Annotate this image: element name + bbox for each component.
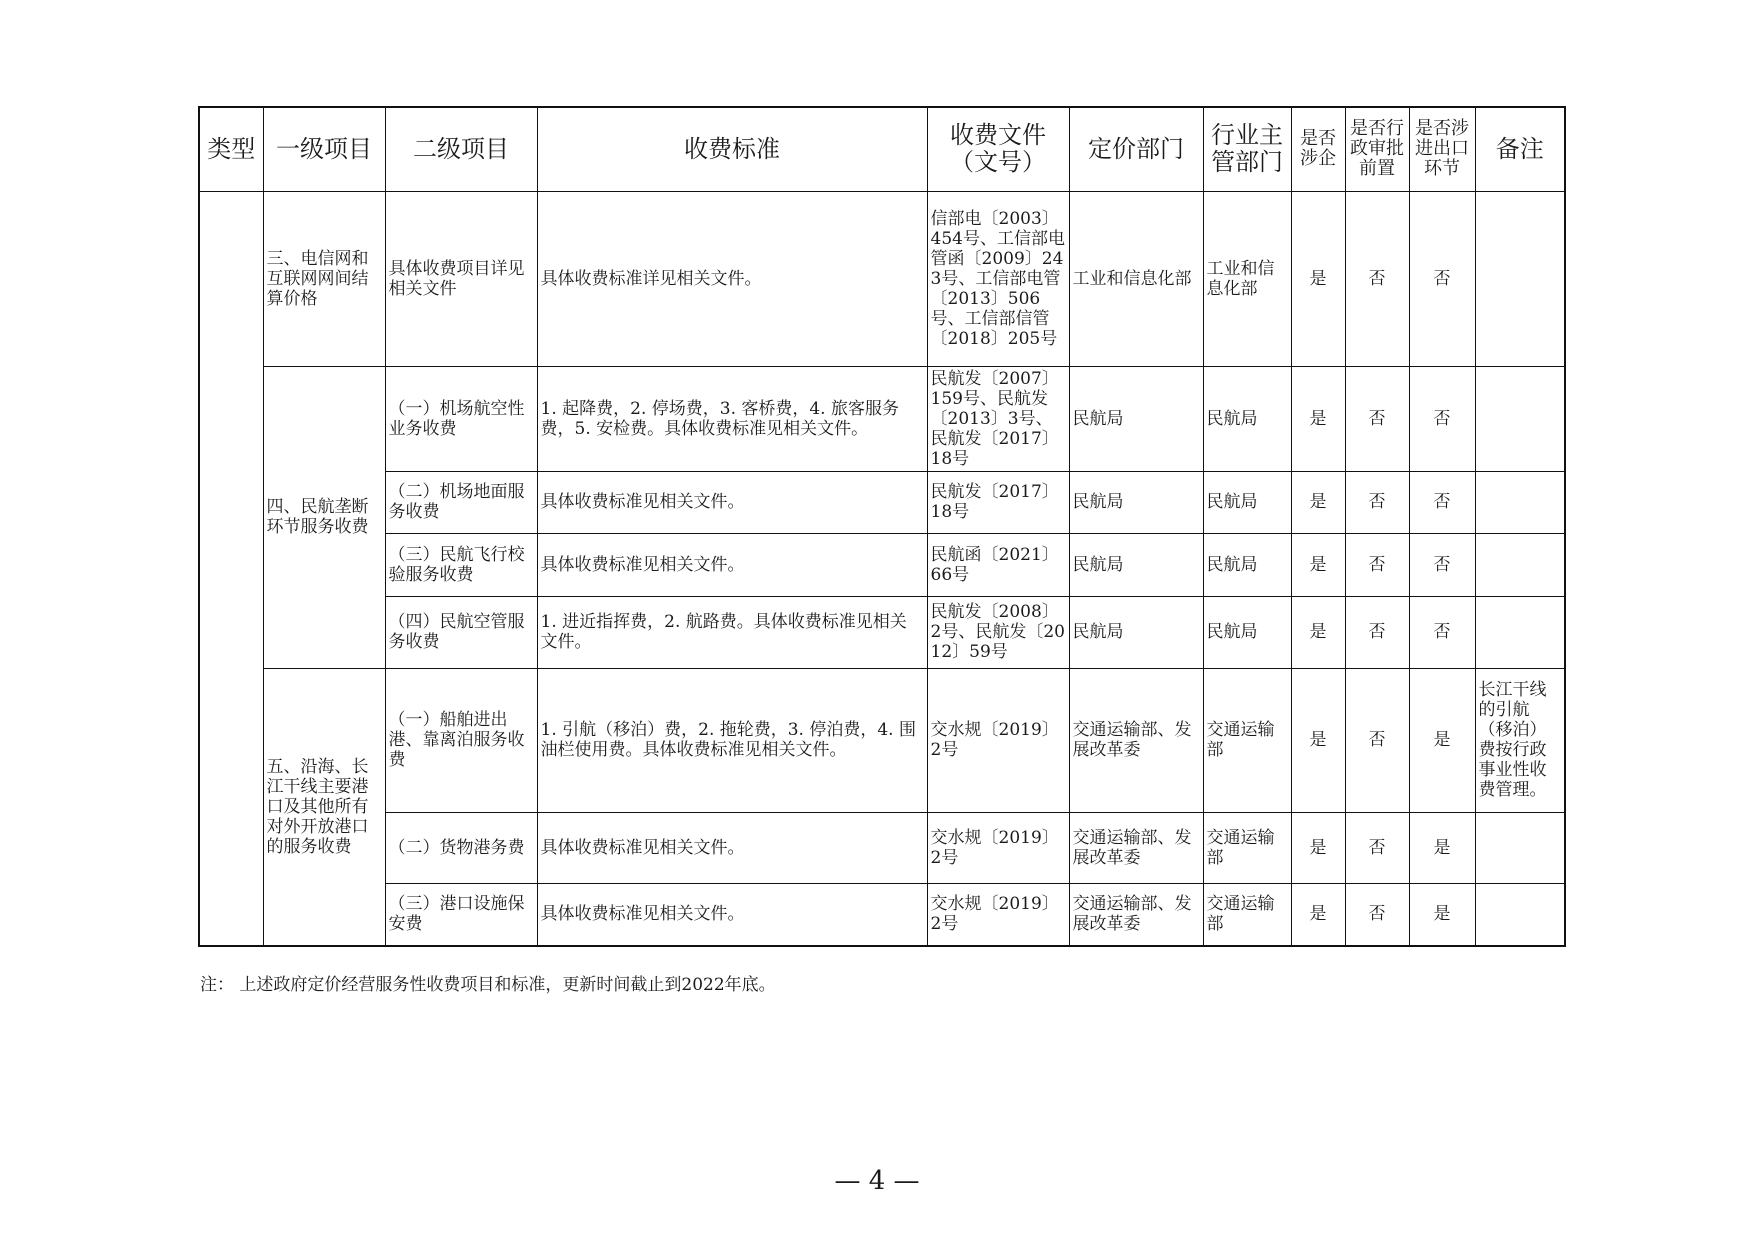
remark-cell bbox=[1475, 596, 1565, 668]
level2-cell: （二）机场地面服务收费 bbox=[385, 471, 537, 533]
enterprise-cell: 是 bbox=[1291, 812, 1345, 883]
pricing-dept-cell: 交通运输部、发展改革委 bbox=[1069, 883, 1203, 946]
industry-dept-cell: 民航局 bbox=[1203, 471, 1291, 533]
industry-dept-cell: 民航局 bbox=[1203, 366, 1291, 471]
footnote: 注： 上述政府定价经营服务性收费项目和标准，更新时间截止到2022年底。 bbox=[200, 975, 776, 995]
industry-dept-cell: 民航局 bbox=[1203, 533, 1291, 596]
table-row bbox=[199, 471, 1565, 533]
approval-cell: 否 bbox=[1345, 596, 1409, 668]
remark-cell bbox=[1475, 366, 1565, 471]
pricing-dept-cell: 交通运输部、发展改革委 bbox=[1069, 668, 1203, 812]
remark-cell: 长江干线的引航（移泊）费按行政事业性收费管理。 bbox=[1475, 668, 1565, 812]
approval-cell: 否 bbox=[1345, 812, 1409, 883]
standard-cell: 1. 进近指挥费，2. 航路费。具体收费标准见相关文件。 bbox=[537, 596, 927, 668]
header-row bbox=[199, 107, 1565, 191]
remark-cell bbox=[1475, 471, 1565, 533]
approval-cell: 否 bbox=[1345, 366, 1409, 471]
industry-dept-cell: 交通运输部 bbox=[1203, 668, 1291, 812]
pricing-dept-cell: 民航局 bbox=[1069, 471, 1203, 533]
doc-cell: 民航发〔2008〕2号、民航发〔2012〕59号 bbox=[927, 596, 1069, 668]
import-export-cell: 否 bbox=[1409, 191, 1475, 366]
standard-cell: 1. 引航（移泊）费，2. 拖轮费，3. 停泊费，4. 围油栏使用费。具体收费标准见相关文件。 bbox=[537, 668, 927, 812]
import-export-cell: 否 bbox=[1409, 366, 1475, 471]
import-export-cell: 否 bbox=[1409, 471, 1475, 533]
table-row bbox=[199, 596, 1565, 668]
level1-cell: 三、电信网和互联网网间结算价格 bbox=[263, 191, 385, 366]
header-level1: 一级项目 bbox=[263, 107, 385, 191]
level2-cell: （一）机场航空性业务收费 bbox=[385, 366, 537, 471]
doc-cell: 民航发〔2007〕159号、民航发〔2013〕3号、民航发〔2017〕18号 bbox=[927, 366, 1069, 471]
table-row bbox=[199, 366, 1565, 471]
doc-cell: 民航函〔2021〕66号 bbox=[927, 533, 1069, 596]
level1-cell: 五、沿海、长江干线主要港口及其他所有对外开放港口的服务收费 bbox=[263, 668, 385, 946]
header-pricing-dept: 定价部门 bbox=[1069, 107, 1203, 191]
header-import-export: 是否涉进出口环节 bbox=[1409, 107, 1475, 191]
approval-cell: 否 bbox=[1345, 883, 1409, 946]
import-export-cell: 否 bbox=[1409, 596, 1475, 668]
header-type: 类型 bbox=[199, 107, 263, 191]
table-row bbox=[199, 812, 1565, 883]
doc-cell: 信部电〔2003〕454号、工信部电管函〔2009〕243号、工信部电管〔2013〕506号、工信部信管〔2018〕205号 bbox=[927, 191, 1069, 366]
level1-cell: 四、民航垄断环节服务收费 bbox=[263, 366, 385, 668]
remark-cell bbox=[1475, 533, 1565, 596]
approval-cell: 否 bbox=[1345, 668, 1409, 812]
enterprise-cell: 是 bbox=[1291, 471, 1345, 533]
industry-dept-cell: 交通运输部 bbox=[1203, 812, 1291, 883]
enterprise-cell: 是 bbox=[1291, 191, 1345, 366]
standard-cell: 具体收费标准见相关文件。 bbox=[537, 533, 927, 596]
header-standard: 收费标准 bbox=[537, 107, 927, 191]
header-industry-dept: 行业主管部门 bbox=[1203, 107, 1291, 191]
fee-table bbox=[198, 106, 1566, 947]
industry-dept-cell: 民航局 bbox=[1203, 596, 1291, 668]
standard-cell: 具体收费标准详见相关文件。 bbox=[537, 191, 927, 366]
import-export-cell: 是 bbox=[1409, 883, 1475, 946]
page-number: — 4 — bbox=[834, 1166, 920, 1196]
import-export-cell: 是 bbox=[1409, 812, 1475, 883]
industry-dept-cell: 交通运输部 bbox=[1203, 883, 1291, 946]
remark-cell bbox=[1475, 191, 1565, 366]
enterprise-cell: 是 bbox=[1291, 668, 1345, 812]
import-export-cell: 否 bbox=[1409, 533, 1475, 596]
header-admin-approval: 是否行政审批前置 bbox=[1345, 107, 1409, 191]
table-row bbox=[199, 533, 1565, 596]
standard-cell: 具体收费标准见相关文件。 bbox=[537, 883, 927, 946]
level2-cell: （四）民航空管服务收费 bbox=[385, 596, 537, 668]
pricing-dept-cell: 工业和信息化部 bbox=[1069, 191, 1203, 366]
enterprise-cell: 是 bbox=[1291, 596, 1345, 668]
table-row bbox=[199, 883, 1565, 946]
pricing-dept-cell: 民航局 bbox=[1069, 533, 1203, 596]
header-involve-enterprise: 是否涉企 bbox=[1291, 107, 1345, 191]
level2-cell: 具体收费项目详见相关文件 bbox=[385, 191, 537, 366]
table-row bbox=[199, 191, 1565, 366]
remark-cell bbox=[1475, 812, 1565, 883]
header-remarks: 备注 bbox=[1475, 107, 1565, 191]
doc-cell: 交水规〔2019〕2号 bbox=[927, 668, 1069, 812]
doc-cell: 交水规〔2019〕2号 bbox=[927, 812, 1069, 883]
industry-dept-cell: 工业和信息化部 bbox=[1203, 191, 1291, 366]
enterprise-cell: 是 bbox=[1291, 883, 1345, 946]
enterprise-cell: 是 bbox=[1291, 533, 1345, 596]
standard-cell: 具体收费标准见相关文件。 bbox=[537, 471, 927, 533]
enterprise-cell: 是 bbox=[1291, 366, 1345, 471]
standard-cell: 具体收费标准见相关文件。 bbox=[537, 812, 927, 883]
pricing-dept-cell: 民航局 bbox=[1069, 596, 1203, 668]
level2-cell: （二）货物港务费 bbox=[385, 812, 537, 883]
level2-cell: （一）船舶进出港、靠离泊服务收费 bbox=[385, 668, 537, 812]
doc-cell: 交水规〔2019〕2号 bbox=[927, 883, 1069, 946]
approval-cell: 否 bbox=[1345, 471, 1409, 533]
pricing-dept-cell: 民航局 bbox=[1069, 366, 1203, 471]
import-export-cell: 是 bbox=[1409, 668, 1475, 812]
level2-cell: （三）港口设施保安费 bbox=[385, 883, 537, 946]
header-doc: 收费文件（文号） bbox=[927, 107, 1069, 191]
remark-cell bbox=[1475, 883, 1565, 946]
pricing-dept-cell: 交通运输部、发展改革委 bbox=[1069, 812, 1203, 883]
header-level2: 二级项目 bbox=[385, 107, 537, 191]
standard-cell: 1. 起降费，2. 停场费，3. 客桥费，4. 旅客服务费，5. 安检费。具体收费标准见相关文件。 bbox=[537, 366, 927, 471]
doc-cell: 民航发〔2017〕18号 bbox=[927, 471, 1069, 533]
type-cell bbox=[199, 191, 263, 946]
approval-cell: 否 bbox=[1345, 533, 1409, 596]
approval-cell: 否 bbox=[1345, 191, 1409, 366]
table-row bbox=[199, 668, 1565, 812]
level2-cell: （三）民航飞行校验服务收费 bbox=[385, 533, 537, 596]
